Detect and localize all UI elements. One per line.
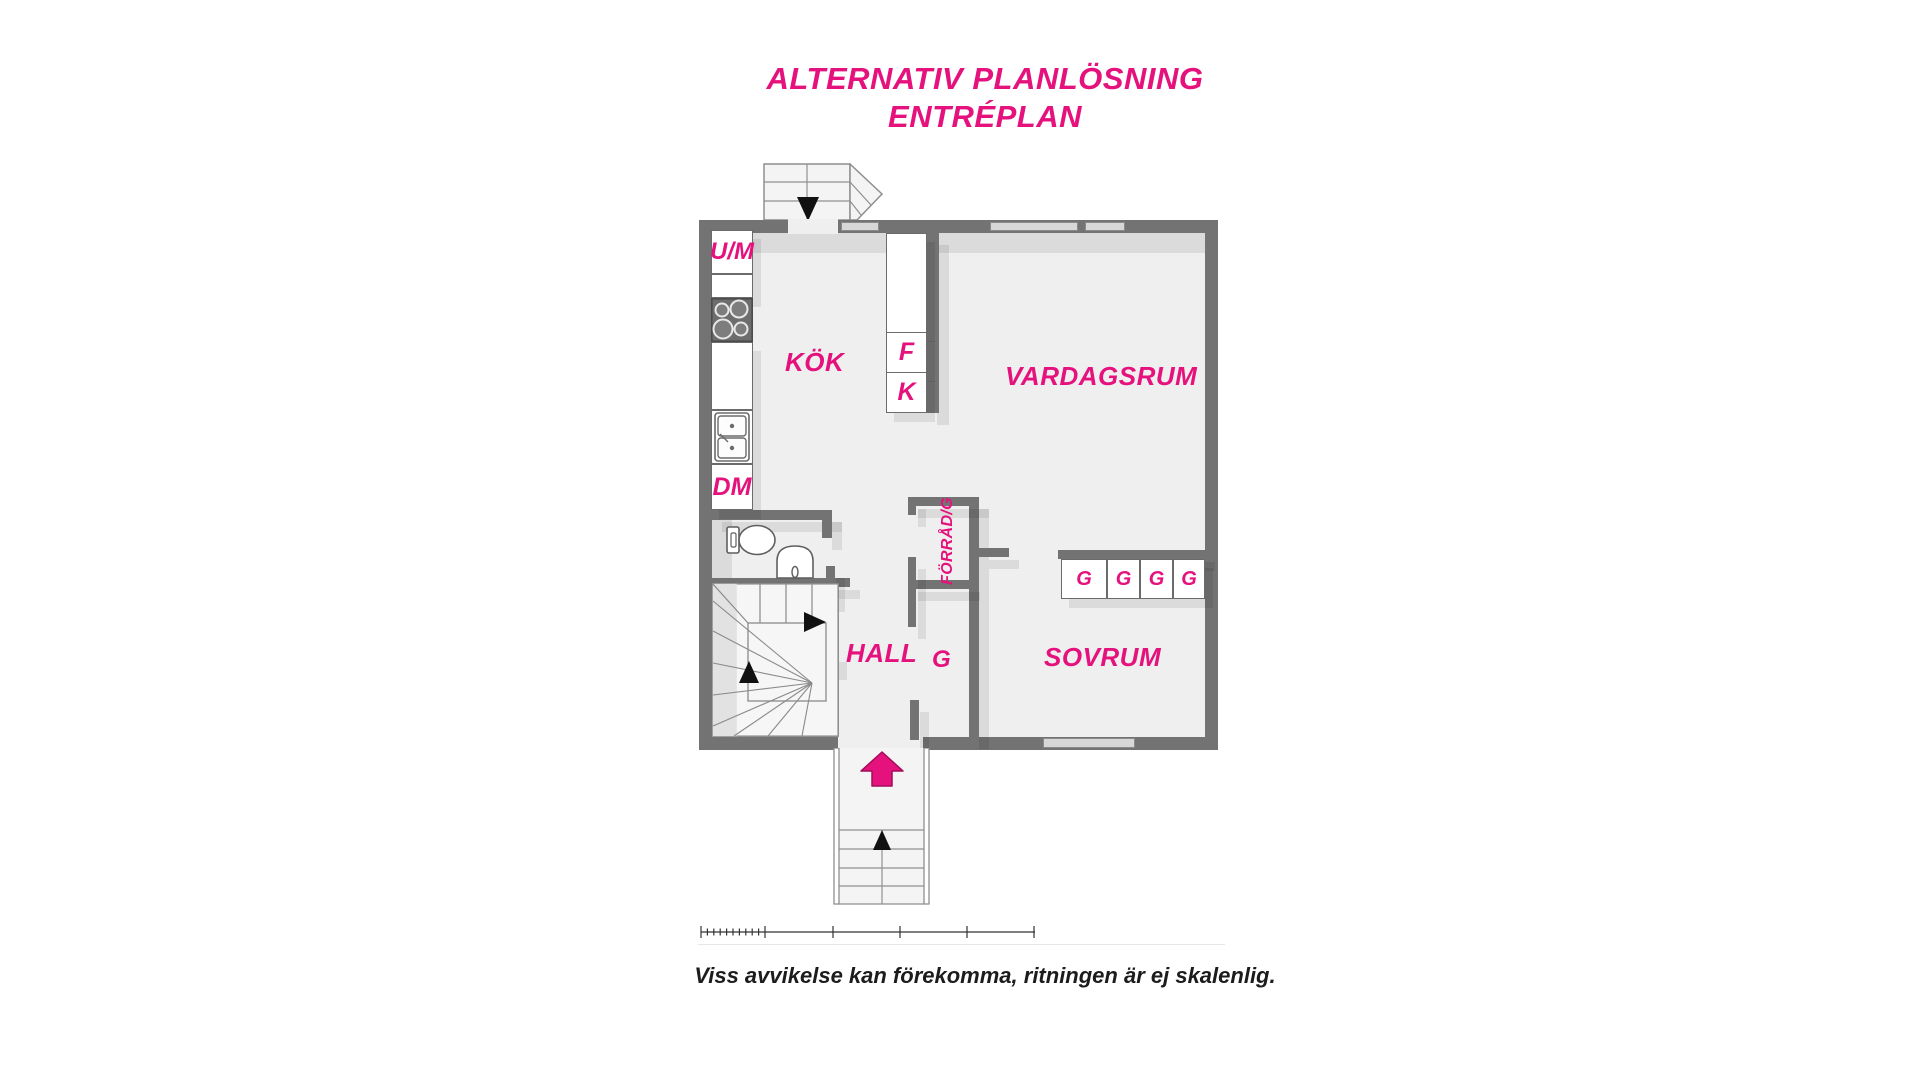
dishwasher-label: DM [712,472,752,501]
wall-storage-top-stub [908,497,916,515]
fridge-label: F [898,338,915,366]
wall-hall-bedroom [969,497,979,737]
wardrobe-label: G [1181,567,1197,590]
washbasin-icon [772,543,818,579]
scale-bar [698,924,1038,940]
wall-bathroom-top [712,510,832,520]
window-livingroom-left [990,222,1078,231]
wall-storage-left-stub [908,557,916,627]
page-title [660,60,1310,136]
sink-icon [714,412,750,462]
wardrobe-3 [1140,559,1173,599]
upper-stairs [763,163,885,222]
wall-kitchen-livingroom [927,233,939,413]
room-label-bedroom: SOVRUM [1044,642,1162,672]
wardrobe-4 [1173,559,1205,599]
wall-bathroom-top-cap [822,510,832,538]
wardrobe-label: G [1115,567,1132,590]
title-line-1: ALTERNATIV PLANLÖSNING [766,61,1204,96]
kitchen-counter-top [711,274,753,298]
wall-bedroom-door-stub [979,548,1009,557]
washer-label: U/M [710,238,754,265]
freezer-cabinet [886,372,927,413]
storage-closet-label: FÖRRÅD/G [939,497,956,585]
window-livingroom-right [1085,222,1125,231]
freezer-label: K [897,378,916,406]
top-door-opening [788,219,838,234]
wall-bedroom-top [1058,550,1205,559]
wardrobe-2 [1107,559,1140,599]
room-label-livingroom: VARDAGSRUM [1005,361,1198,391]
toilet-icon [726,522,778,558]
wall-entrance-stub [910,700,919,740]
hall-closet-label: G [932,646,951,673]
room-label-kitchen: KÖK [785,347,845,377]
window-top-small [841,222,879,231]
kitchen-tall-cabinet [886,233,927,333]
washing-machine-cabinet [711,230,753,274]
wardrobe-label: G [1076,567,1092,590]
kitchen-counter-middle [711,342,753,410]
entrance-arrow-icon [860,751,904,787]
window-bedroom [1043,738,1135,748]
title-line-2: ENTRÉPLAN [888,99,1082,134]
disclaimer-text: Viss avvikelse kan förekomma, ritningen är ej skalenlig. [694,963,1276,988]
fridge-cabinet [886,332,927,373]
dishwasher-cabinet [711,464,753,510]
wardrobe-label: G [1148,567,1165,590]
stove-icon [711,298,753,342]
interior-staircase [712,583,839,737]
room-label-hall: HALL [846,638,918,668]
footer-divider [698,944,1225,945]
wardrobe-1 [1061,559,1107,599]
